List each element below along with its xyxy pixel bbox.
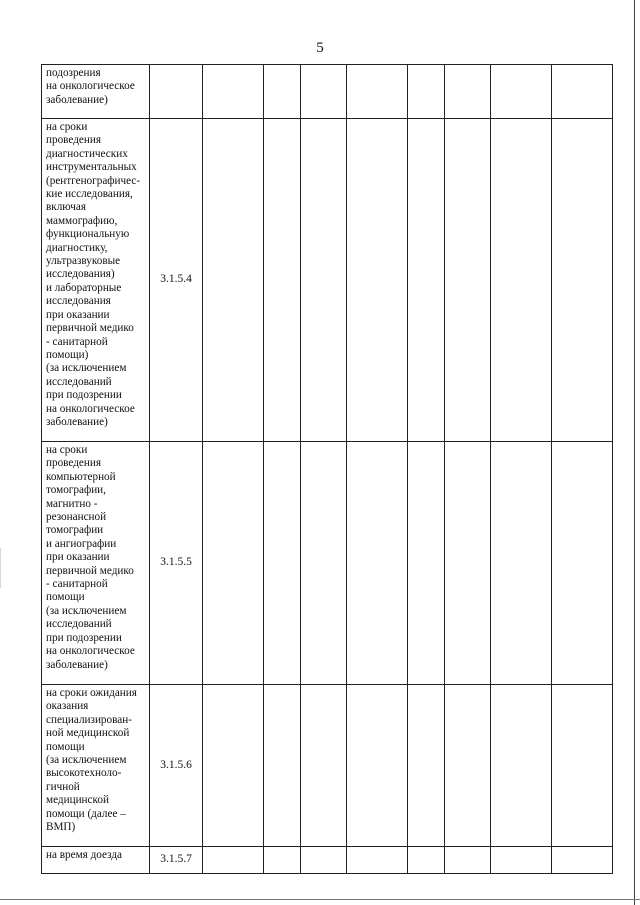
page-edge-right <box>634 0 635 905</box>
empty-cell <box>491 685 552 847</box>
table-row <box>42 119 613 442</box>
page-edge-bottom <box>0 899 640 900</box>
empty-cell <box>264 685 301 847</box>
empty-cell <box>301 847 347 874</box>
empty-cell <box>264 442 301 685</box>
empty-cell <box>552 65 613 119</box>
table-row <box>42 847 613 874</box>
empty-cell <box>347 65 408 119</box>
empty-cell <box>408 65 445 119</box>
empty-cell <box>347 847 408 874</box>
empty-cell <box>301 685 347 847</box>
row-label: на сроки проведения компьютерной томографии, магнитно - резонансной томографии и ангиографии при оказании первичной медико - санитарной помощи (за исключением исследований при подозрении на онкологическое заболевание) <box>42 442 150 685</box>
empty-cell <box>491 65 552 119</box>
empty-cell <box>347 442 408 685</box>
empty-cell <box>264 847 301 874</box>
empty-cell <box>491 119 552 442</box>
row-label: на время доезда <box>42 847 150 874</box>
empty-cell <box>445 685 491 847</box>
empty-cell <box>445 119 491 442</box>
row-label: на сроки ожидания оказания специализирован- ной медицинской помощи (за исключением высокотехноло- гичной медицинской помощи (далее – ВМП) <box>42 685 150 847</box>
document-table <box>41 64 613 874</box>
empty-cell <box>491 442 552 685</box>
empty-cell <box>264 65 301 119</box>
empty-cell <box>203 119 264 442</box>
empty-cell <box>301 65 347 119</box>
empty-cell <box>552 442 613 685</box>
table-row <box>42 685 613 847</box>
empty-cell <box>347 685 408 847</box>
empty-cell <box>445 65 491 119</box>
scan-mark <box>0 548 1 588</box>
row-label: на сроки проведения диагностических инструментальных (рентгенографичес- кие исследования, включая маммографию, функциональную диагностику, ультразвуковые исследования) и лабораторные исследования при оказании первичной медико - санитарной помощи) (за исключением исследований при подозрении на онкологическое заболевание) <box>42 119 150 442</box>
empty-cell <box>552 119 613 442</box>
row-code: 3.1.5.6 <box>150 685 203 847</box>
page-number: 5 <box>316 40 324 56</box>
empty-cell <box>552 847 613 874</box>
row-code: 3.1.5.4 <box>150 119 203 442</box>
empty-cell <box>347 119 408 442</box>
empty-cell <box>203 847 264 874</box>
empty-cell <box>552 685 613 847</box>
empty-cell <box>408 442 445 685</box>
empty-cell <box>408 847 445 874</box>
table-row <box>42 65 613 119</box>
empty-cell <box>491 847 552 874</box>
row-code: 3.1.5.7 <box>150 847 203 874</box>
row-code: 3.1.5.5 <box>150 442 203 685</box>
empty-cell <box>301 119 347 442</box>
row-code <box>150 65 203 119</box>
row-label: подозрения на онкологическое заболевание) <box>42 65 150 119</box>
empty-cell <box>203 685 264 847</box>
empty-cell <box>445 442 491 685</box>
empty-cell <box>203 65 264 119</box>
empty-cell <box>445 847 491 874</box>
table-row <box>42 442 613 685</box>
empty-cell <box>301 442 347 685</box>
empty-cell <box>408 119 445 442</box>
empty-cell <box>408 685 445 847</box>
empty-cell <box>264 119 301 442</box>
empty-cell <box>203 442 264 685</box>
